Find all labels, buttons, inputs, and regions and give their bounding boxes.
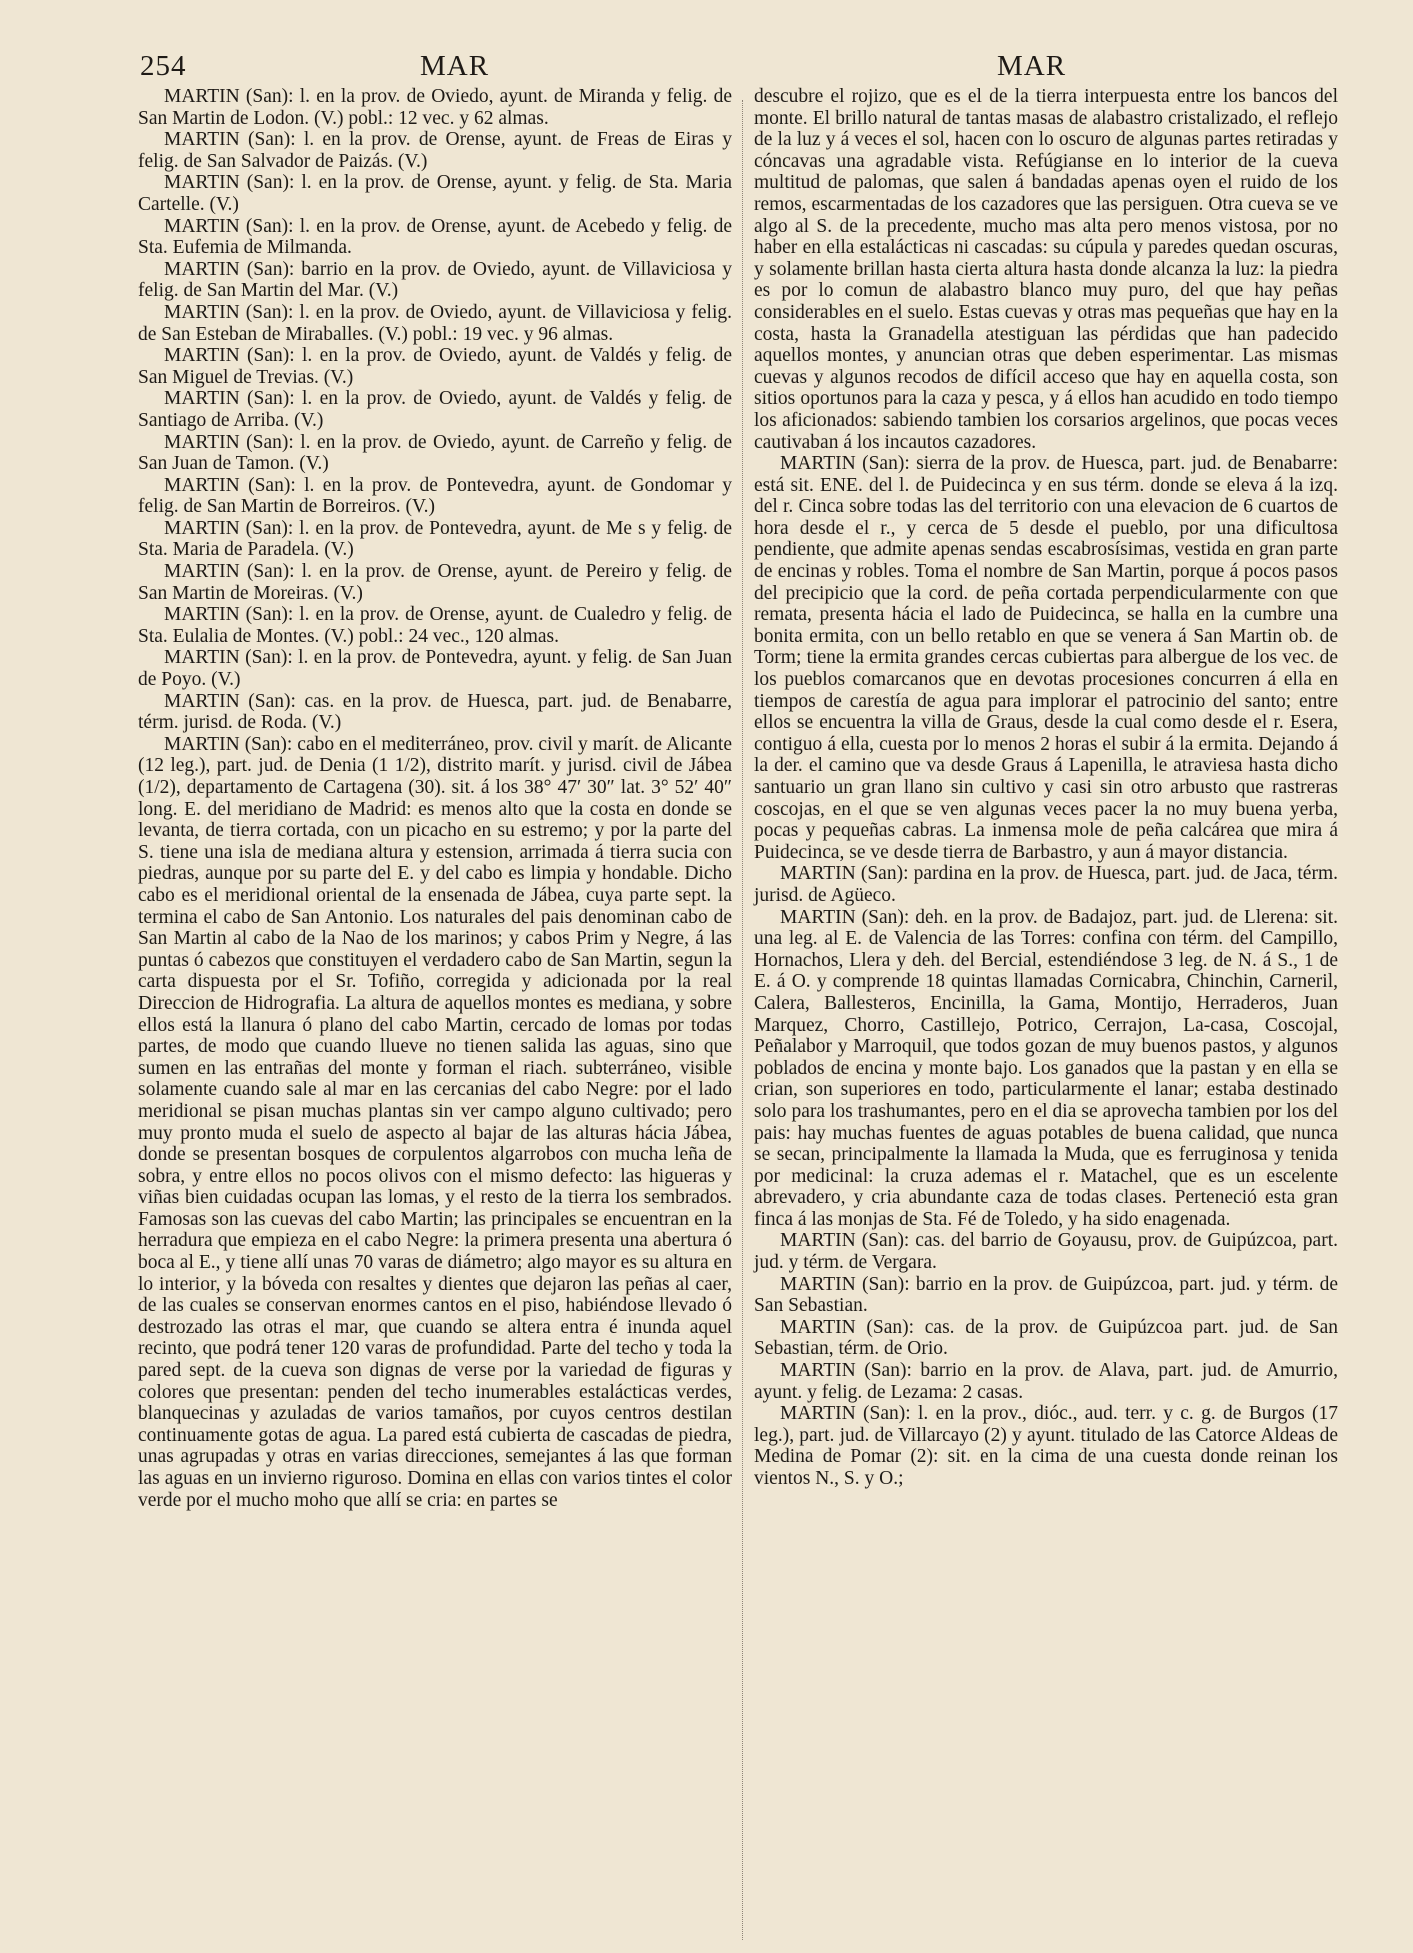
- left-column: [138, 86, 732, 1511]
- entry: MARTIN (San): l. en la prov. de Oviedo, ayunt. de Valdés y felig. de Santiago de Arriba. (V.): [138, 388, 732, 431]
- entry: MARTIN (San): l. en la prov. de Oviedo, ayunt. de Carreño y felig. de San Juan de Tamon. (V.): [138, 431, 732, 475]
- entry: MARTIN (San): barrio en la prov. de Oviedo, ayunt. de Villaviciosa y felig. de San Martin del Mar. (V.): [138, 258, 732, 302]
- page-number: 254: [140, 50, 187, 82]
- entry: MARTIN (San): l. en la prov. de Oviedo, ayunt. de Valdés y felig. de San Miguel de Trevias. (V.): [138, 345, 732, 388]
- entry: MARTIN (San): deh. en la prov. de Badajoz, part. jud. de Llerena: sit. una leg. al E. de Valencia de las Torres: confina con térm. del Campillo, Hornachos, Llera y deh. del Bercial, estendiéndose 3 leg. de N. á S., 1 de E. á O. y comprende 18 quintas llamadas Cornicabra, Chinchin, Carneril, Calera, Ballesteros, Encinilla, la Gama, Montijo, Herraderos, Juan Marquez, Chorro, Castillejo, Potrico, Cerrajon, La-casa, Coscojal, Peñalabor y Marroquil, que todos gozan de muy buenos pastos, y algunos poblados de encina y monte bajo. Los ganados que la pastan y en ella se crian, son superiores en todo, particularmente el lanar; estaba destinado solo para los trashumantes, pero en el dia se aprovecha tambien por los del pais: hay muchas fuentes de aguas potables de buena calidad, que nunca se secan, principalmente la llamada la Muda, que es ferruginosa y tenida por medicinal: la cruza ademas el r. Matachel, que es un escelente abrevadero, y cria abundante caza de todas clases. Perteneció esta gran finca á las monjas de Sta. Fé de Toledo, y ha sido enagenada.: [754, 906, 1338, 1230]
- right-column: [754, 86, 1338, 1490]
- entry: MARTIN (San): l. en la prov. de Pontevedra, ayunt. y felig. de San Juan de Poyo. (V.): [138, 647, 732, 691]
- entry: MARTIN (San): l. en la prov. de Pontevedra, ayunt. de Gondomar y felig. de San Martin de Borreiros. (V.): [138, 474, 732, 518]
- left-running-head: MAR: [420, 50, 490, 82]
- entry: MARTIN (San): pardina en la prov. de Huesca, part. jud. de Jaca, térm. jurisd. de Agüeco.: [754, 863, 1338, 906]
- entry: MARTIN (San): l. en la prov. de Orense, ayunt. de Pereiro y felig. de San Martin de Moreiras. (V.): [138, 561, 732, 604]
- entry: MARTIN (San): l. en la prov. de Orense, ayunt. y felig. de Sta. Maria Cartelle. (V.): [138, 172, 732, 215]
- entry: MARTIN (San): cas. del barrio de Goyausu, prov. de Guipúzcoa, part. jud. y térm. de Vergara.: [754, 1230, 1338, 1274]
- entry: MARTIN (San): l. en la prov., dióc., aud. terr. y c. g. de Burgos (17 leg.), part. jud. de Villarcayo (2) y ayunt. titulado de las Catorce Aldeas de Medina de Pomar (2): sit. en la cima de una cuesta donde reinan los vientos N., S. y O.;: [754, 1403, 1338, 1489]
- entry: MARTIN (San): sierra de la prov. de Huesca, part. jud. de Benabarre: está sit. ENE. del l. de Puidecinca y en sus térm. donde se eleva á la izq. del r. Cinca sobre todas las del territorio con una elevacion de 6 cuartos de hora desde el r., y cerca de 5 desde el pueblo, por una dificultosa pendiente, que admite apenas sendas escabrosísimas, vestida en gran parte de encinas y robles. Toma el nombre de San Martin, porque á pocos pasos del precipicio que la cord. de peña cortada perpendicularmente con que remata, presenta hácia el lado de Puidecinca, se halla en la cumbre una bonita ermita, con un bello retablo en que se venera á San Martin ob. de Torm; tiene la ermita grandes cercas cubiertas para albergue de los vec. de los pueblos comarcanos que en devotas procesiones concurren á ella en tiempos de carestía de agua para implorar el patrocinio del santo; entre ellos se encuentra la villa de Graus, desde la cual como desde el r. Esera, contiguo á ella, cuesta por lo menos 2 horas el subir á la ermita. Dejando á la der. el camino que va desde Graus á Lapenilla, le atraviesa hasta dicho santuario un gran llano sin cultivo y casi sin otro arbusto que rastreras coscojas, en el que se ven algunas veces pacer la no muy buena yerba, pocas y pequeñas cabras. La inmensa mole de peña calcárea que mira á Puidecinca, se ve desde tierra de Barbastro, y aun á mayor distancia.: [754, 453, 1338, 863]
- entry: MARTIN (San): l. en la prov. de Oviedo, ayunt. de Villaviciosa y felig. de San Esteban de Miraballes. (V.) pobl.: 19 vec. y 96 almas.: [138, 301, 732, 345]
- entry: MARTIN (San): l. en la prov. de Orense, ayunt. de Cualedro y felig. de Sta. Eulalia de Montes. (V.) pobl.: 24 vec., 120 almas.: [138, 604, 732, 647]
- entry: MARTIN (San): cas. de la prov. de Guipúzcoa part. jud. de San Sebastian, térm. de Orio.: [754, 1316, 1338, 1360]
- page-header: [140, 50, 1379, 86]
- entry-cabo-san-martin: MARTIN (San): cabo en el mediterráneo, prov. civil y marít. de Alicante (12 leg.), part. jud. de Denia (1 1/2), distrito marít. y jurisd. civil de Jábea (1/2), departamento de Cartagena (30). sit. á los 38° 47′ 30″ lat. 3° 52′ 40″ long. E. del meridiano de Madrid: es menos alto que la costa en donde se levanta, de tierra cortada, con un picacho en su estremo; y por la parte del S. tiene una isla de mediana altura y estension, arrimada á tierra sucia con piedras, aunque por su parte del E. y del cabo es limpia y hondable. Dicho cabo es el meridional oriental de la ensenada de Jábea, cuya parte sept. la termina el cabo de San Antonio. Los naturales del pais denominan cabo de San Martin al cabo de la Nao de los marinos; y cabos Prim y Negre, á las puntas ó cabezos que constituyen el verdadero cabo de San Martin, segun la carta dispuesta por el Sr. Tofiño, corregida y adicionada por la real Direccion de Hidrografia. La altura de aquellos montes es mediana, y sobre ellos está la llanura ó plano del cabo Martin, cercado de lomas por todas partes, de modo que cuando llueve no tienen salida las aguas, sino que sumen en las entrañas del monte y forman el riach. subterráneo, visible solamente cuando sale al mar en las cercanias del cabo Negre: por el lado meridional se pisan muchas plantas sin ver campo alguno cultivado; pero muy pronto muda el suelo de aspecto al bajar de las alturas hácia Jábea, donde se presentan bosques de corpulentos algarrobos con mucha leña de sobra, y entre ellos no pocos olivos con el mismo defecto: las higueras y viñas bien cuidadas ocupan las lomas, y el resto de la tierra los sembrados. Famosas son las cuevas del cabo Martin; las principales se encuentran en la herradura que empieza en el cabo Negre: la primera presenta una abertura ó boca al E., y tiene allí unas 70 varas de diámetro; algo mayor es su altura en lo interior, y la bóveda con resaltes y dientes que dejaron las peñas al caer, de las cuales se conservan enormes cantos en el piso, habiéndose llevado ó destrozado las otras el mar, que cuando se altera entra é inunda aquel recinto, que podrá tener 120 varas de profundidad. Parte del techo y toda la pared sept. de la cueva son dignas de verse por la variedad de figuras y colores que presentan: penden del techo inumerables estalácticas verdes, blanquecinas y azuladas de varios tamaños, por cuyos centros destilan continuamente gotas de agua. La pared está cubierta de cascadas de piedra, unas agrupadas y otras en varias direcciones, semejantes á las que forman las aguas en un invierno riguroso. Domina en ellas con varios tintes el color verde por el mucho moho que allí se cria: en partes se: [138, 733, 732, 1511]
- entry: MARTIN (San): l. en la prov. de Oviedo, ayunt. de Miranda y felig. de San Martin de Lodon. (V.) pobl.: 12 vec. y 62 almas.: [138, 86, 732, 129]
- entry: MARTIN (San): barrio en la prov. de Alava, part. jud. de Amurrio, ayunt. y felig. de Lezama: 2 casas.: [754, 1360, 1338, 1403]
- entry: MARTIN (San): cas. en la prov. de Huesca, part. jud. de Benabarre, térm. jurisd. de Roda. (V.): [138, 690, 732, 734]
- right-running-head: MAR: [997, 50, 1067, 82]
- entry: MARTIN (San): barrio en la prov. de Guipúzcoa, part. jud. y térm. de San Sebastian.: [754, 1273, 1338, 1317]
- entry: MARTIN (San): l. en la prov. de Pontevedra, ayunt. de Me s y felig. de Sta. Maria de Paradela. (V.): [138, 517, 732, 561]
- entry: MARTIN (San): l. en la prov. de Orense, ayunt. de Acebedo y felig. de Sta. Eufemia de Milmanda.: [138, 215, 732, 259]
- entry: MARTIN (San): l. en la prov. de Orense, ayunt. de Freas de Eiras y felig. de San Salvador de Paizás. (V.): [138, 129, 732, 172]
- column-divider: [742, 100, 743, 1940]
- entry-continuation: descubre el rojizo, que es el de la tierra interpuesta entre los bancos del monte. El brillo natural de tantas masas de alabastro cristalizado, el reflejo de la luz y á veces el sol, hacen con lo oscuro de algunas partes retiradas y cóncavas una agradable vista. Refúgianse en lo interior de la cueva multitud de palomas, que salen á bandadas apenas oyen el ruido de los remos, escarmentadas de los cazadores que las persiguen. Otra cueva se ve algo al S. de la precedente, mucho mas alta pero menos vistosa, por no haber en ella estalácticas ni cascadas: su cúpula y paredes quedan oscuras, y solamente brillan hasta cierta altura hasta donde alcanza la luz: la piedra es por lo comun de alabastro blanco muy puro, del que hay peñas considerables en el suelo. Estas cuevas y otras mas pequeñas que hay en la costa, hasta la Granadella atestiguan las pérdidas que han padecido aquellos montes, y anuncian otras que deben esperimentar. Las mismas cuevas y algunos recodos de difícil acceso que hay en aquella costa, son sitios oportunos para la caza y pesca, y á ellos han acudido en todo tiempo los aficionados: sabiendo tambien los corsarios argelinos, que pocas veces cautivaban á los incautos cazadores.: [754, 86, 1338, 453]
